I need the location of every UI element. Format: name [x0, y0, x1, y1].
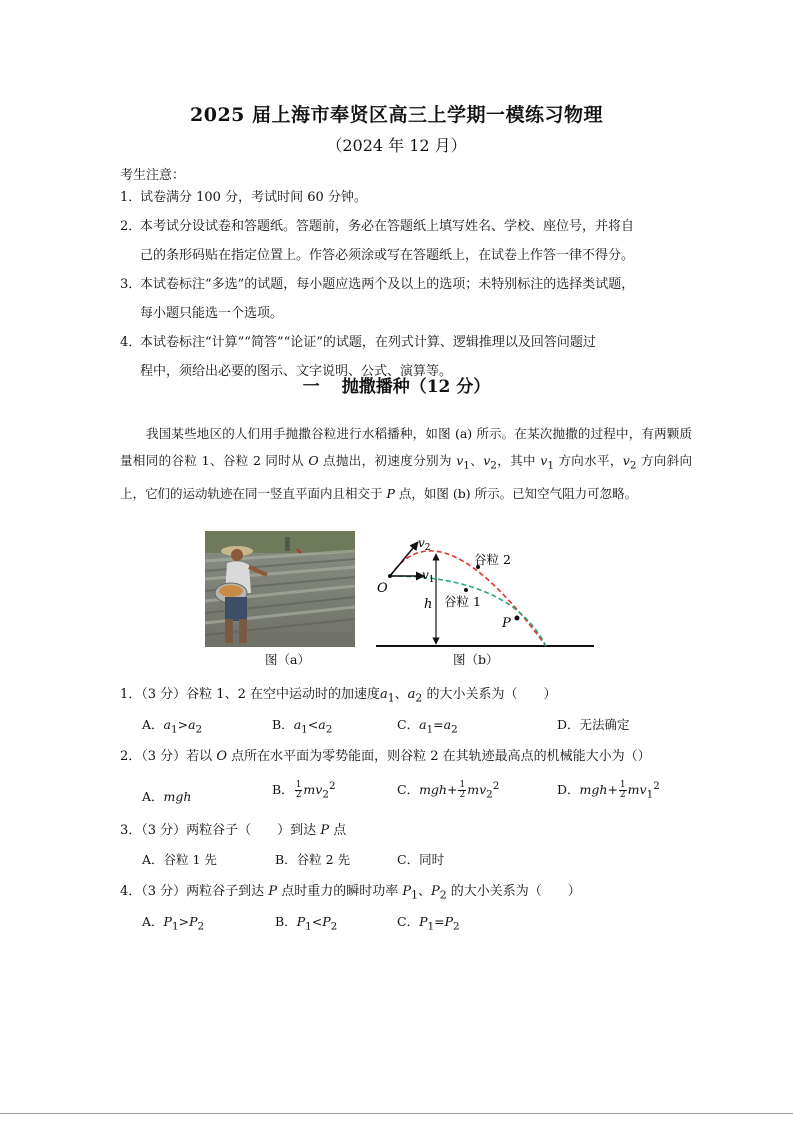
q4-option-b[interactable]: B．$P_1<P_2$ — [275, 914, 338, 933]
note-text-cont: 己的条形码贴在指定位置上。作答必须涂或写在答题纸上，在试卷上作答一律不得分。 — [140, 248, 635, 263]
q1-option-a[interactable]: A．$a_1>a_2$ — [142, 717, 203, 736]
note-text: 本试卷标注“计算”“简答”“论证”的试题，在列式计算、逻辑推理以及回答问题过 — [140, 335, 596, 350]
label-P: P — [502, 616, 511, 631]
note-text: 本试卷标注“多选”的试题，每小题应选两个及以上的选项；未特别标注的选择类试题， — [140, 277, 635, 292]
velocity-arrow-v2 — [390, 542, 418, 576]
q2-option-b[interactable]: B． $\frac{1}{2}$ $mv_2^2$ — [272, 780, 336, 801]
page-title: 2025 届上海市奉贤区高三上学期一模练习物理 — [190, 104, 603, 126]
label-v1: $v_1$ — [422, 568, 435, 585]
q2-option-d[interactable]: D．mgh+ $\frac{1}{2}$ $mv_1^2$ — [557, 780, 660, 801]
q3-option-c[interactable]: C．同时 — [397, 852, 445, 867]
q3-option-a[interactable]: A．谷粒 1 先 — [142, 852, 217, 867]
label-grain-2: 谷粒 2 — [474, 552, 511, 567]
label-h: h — [424, 597, 433, 612]
question-3: 3．（3 分）两粒谷子（ ）到达 P 点 — [120, 823, 347, 838]
q1-option-b[interactable]: B．$a_1<a_2$ — [272, 717, 333, 736]
note-item: 4．本试卷标注“计算”“简答”“论证”的试题，在列式计算、逻辑推理以及回答问题过 程中，须给出必要的图示、文字说明、公式、演算等。 — [120, 328, 690, 386]
question-4: 4．（3 分）两粒谷子到达 P 点时重力的瞬时功率 $P_1$、$P_2$ 的大小关系为（ ） — [120, 884, 581, 902]
label-v2: $v_2$ — [418, 536, 431, 553]
question-1: 1．（3 分）谷粒 1、2 在空中运动时的加速度$a_1$、$a_2$ 的大小关系为（ ） — [120, 687, 557, 705]
note-item: 2．本考试分设试卷和答题纸。答题前，务必在答题纸上填写姓名、学校、座位号，并将自 己的条形码贴在指定位置上。作答必须涂或写在答题纸上，在试卷上作答一律不得分。 — [120, 212, 690, 270]
label-grain-1: 谷粒 1 — [444, 594, 481, 609]
question-2: 2．（3 分）若以 O 点所在水平面为零势能面，则谷粒 2 在其轨迹最高点的机械能大小为（） — [120, 749, 651, 764]
farmer-sowing-illustration — [205, 531, 355, 647]
figure-a-photo — [205, 531, 355, 647]
notes-heading: 考生注意： — [120, 168, 186, 183]
point-P — [515, 616, 520, 621]
note-text: 本考试分设试卷和答题纸。答题前，务必在答题纸上填写姓名、学校、座位号，并将自 — [140, 219, 635, 234]
q1-option-d[interactable]: D．无法确定 — [557, 717, 630, 732]
trajectory-grain-1 — [390, 576, 546, 646]
q3-option-b[interactable]: B．谷粒 2 先 — [275, 852, 351, 867]
note-item: 1．试卷满分 100 分，考试时间 60 分钟。 — [120, 190, 367, 205]
point-O — [388, 574, 392, 578]
section-title: 抛撒播种（12 分） — [341, 377, 491, 397]
note-text-cont: 程中，须给出必要的图示、文字说明、公式、演算等。 — [140, 364, 453, 379]
note-item: 3．本试卷标注“多选”的试题，每小题应选两个及以上的选项；未特别标注的选择类试题， 每小题只能选一个选项。 — [120, 270, 690, 328]
q4-option-a[interactable]: A．$P_1>P_2$ — [142, 914, 205, 933]
q4-option-c[interactable]: C．$P_1=P_2$ — [397, 914, 460, 933]
intro-paragraph: 我国某些地区的人们用手抛撒谷粒进行水稻播种，如图 (a) 所示。在某次抛撒的过程中，有两颗质量相同的谷粒 1、谷粒 2 同时从 O 点抛出，初速度分别为 $v_1$、$v_2$，其中 $v_1$ 方向水平，$v_2$ 方向斜向上，它们的运动轨迹在同一竖直平面内且相交于 P 点，如图 (b) 所示。已知空气阻力可忽略。 — [120, 426, 692, 501]
note-text-cont: 每小题只能选一个选项。 — [140, 306, 284, 321]
q1-option-c[interactable]: C．$a_1=a_2$ — [397, 717, 458, 736]
page-bottom-rule — [0, 1113, 793, 1114]
q2-option-a[interactable]: A．mgh — [142, 789, 192, 804]
section-number: 一 — [302, 377, 320, 397]
grain-1-dot — [464, 588, 468, 592]
section-heading — [0, 372, 793, 397]
figure-b-caption: 图（b） — [453, 652, 499, 667]
notes-list — [120, 183, 690, 386]
figure-a-caption: 图（a） — [265, 652, 310, 667]
trajectory-diagram — [370, 530, 605, 650]
q2-option-c[interactable]: C．mgh+ $\frac{1}{2}$ $mv_2^2$ — [397, 780, 500, 801]
label-O: O — [377, 581, 388, 596]
figure-b-diagram — [370, 530, 605, 650]
note-text: 试卷满分 100 分，考试时间 60 分钟。 — [140, 190, 367, 205]
page-subtitle: （2024 年 12 月） — [326, 136, 467, 155]
